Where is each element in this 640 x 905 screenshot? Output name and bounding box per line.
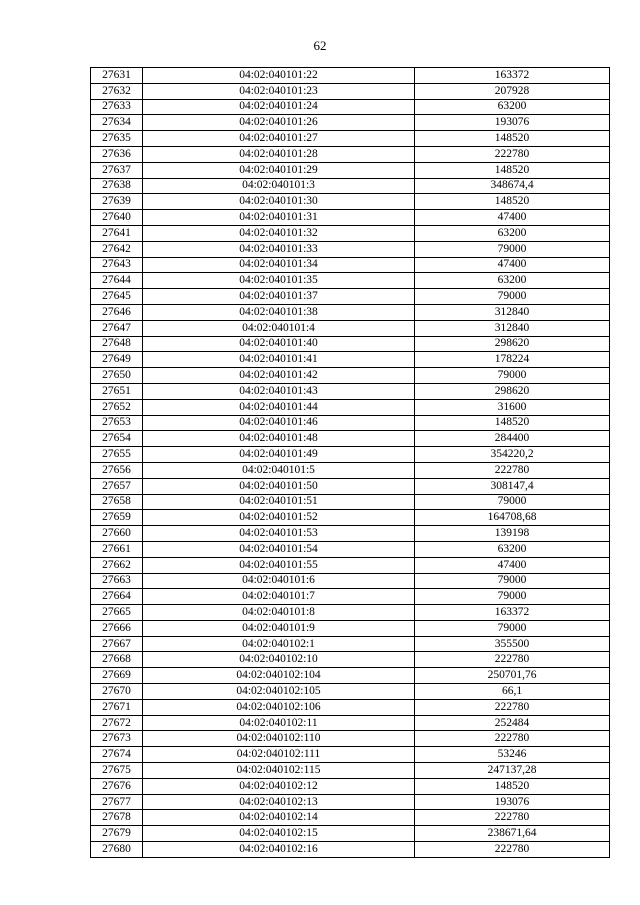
cadastral-number-cell: 04:02:040101:26 [143,115,415,131]
cadastral-value-cell: 163372 [415,68,610,84]
cadastral-number-cell: 04:02:040102:11 [143,715,415,731]
cadastral-value-cell: 79000 [415,620,610,636]
cadastral-value-cell: 79000 [415,241,610,257]
row-number-cell: 27648 [91,336,143,352]
row-number-cell: 27655 [91,447,143,463]
row-number-cell: 27632 [91,83,143,99]
cadastral-value-cell: 148520 [415,162,610,178]
row-number-cell: 27633 [91,99,143,115]
cadastral-value-cell: 47400 [415,257,610,273]
cadastral-number-cell: 04:02:040101:41 [143,352,415,368]
row-number-cell: 27646 [91,304,143,320]
row-number-cell: 27676 [91,778,143,794]
cadastral-number-cell: 04:02:040101:24 [143,99,415,115]
cadastral-value-cell: 222780 [415,842,610,858]
row-number-cell: 27668 [91,652,143,668]
cadastral-value-cell: 139198 [415,526,610,542]
cadastral-number-cell: 04:02:040101:51 [143,494,415,510]
cadastral-table-body [91,68,610,858]
cadastral-value-cell: 222780 [415,462,610,478]
table-row [91,684,610,700]
cadastral-number-cell: 04:02:040102:104 [143,668,415,684]
cadastral-number-cell: 04:02:040101:40 [143,336,415,352]
cadastral-value-cell: 148520 [415,778,610,794]
row-number-cell: 27644 [91,273,143,289]
table-row [91,194,610,210]
table-row [91,383,610,399]
cadastral-value-cell: 47400 [415,557,610,573]
cadastral-number-cell: 04:02:040101:32 [143,225,415,241]
cadastral-value-cell: 193076 [415,115,610,131]
table-row [91,636,610,652]
cadastral-value-cell: 47400 [415,210,610,226]
table-row [91,273,610,289]
cadastral-number-cell: 04:02:040102:10 [143,652,415,668]
row-number-cell: 27631 [91,68,143,84]
cadastral-number-cell: 04:02:040101:23 [143,83,415,99]
cadastral-value-cell: 63200 [415,225,610,241]
row-number-cell: 27649 [91,352,143,368]
cadastral-number-cell: 04:02:040101:50 [143,478,415,494]
table-row [91,747,610,763]
row-number-cell: 27662 [91,557,143,573]
cadastral-number-cell: 04:02:040101:33 [143,241,415,257]
cadastral-value-cell: 178224 [415,352,610,368]
row-number-cell: 27672 [91,715,143,731]
row-number-cell: 27674 [91,747,143,763]
table-row [91,589,610,605]
row-number-cell: 27670 [91,684,143,700]
cadastral-number-cell: 04:02:040101:48 [143,431,415,447]
row-number-cell: 27636 [91,146,143,162]
cadastral-number-cell: 04:02:040101:4 [143,320,415,336]
table-row [91,778,610,794]
cadastral-value-cell: 79000 [415,494,610,510]
cadastral-value-cell: 222780 [415,699,610,715]
cadastral-number-cell: 04:02:040101:7 [143,589,415,605]
cadastral-number-cell: 04:02:040102:111 [143,747,415,763]
table-row [91,83,610,99]
cadastral-number-cell: 04:02:040101:44 [143,399,415,415]
row-number-cell: 27657 [91,478,143,494]
row-number-cell: 27673 [91,731,143,747]
row-number-cell: 27661 [91,541,143,557]
cadastral-value-cell: 354220,2 [415,447,610,463]
cadastral-number-cell: 04:02:040101:38 [143,304,415,320]
cadastral-value-cell: 207928 [415,83,610,99]
table-row [91,289,610,305]
cadastral-value-cell: 252484 [415,715,610,731]
row-number-cell: 27660 [91,526,143,542]
table-row [91,668,610,684]
cadastral-value-cell: 222780 [415,146,610,162]
table-row [91,605,610,621]
table-row [91,794,610,810]
table-row [91,210,610,226]
cadastral-value-cell: 298620 [415,383,610,399]
cadastral-value-cell: 238671,64 [415,826,610,842]
cadastral-number-cell: 04:02:040101:28 [143,146,415,162]
cadastral-value-cell: 148520 [415,194,610,210]
table-row [91,178,610,194]
row-number-cell: 27680 [91,842,143,858]
cadastral-number-cell: 04:02:040102:1 [143,636,415,652]
row-number-cell: 27667 [91,636,143,652]
row-number-cell: 27666 [91,620,143,636]
cadastral-number-cell: 04:02:040102:115 [143,763,415,779]
cadastral-value-cell: 63200 [415,273,610,289]
table-row [91,557,610,573]
table-row [91,162,610,178]
table-row [91,415,610,431]
table-row [91,115,610,131]
cadastral-number-cell: 04:02:040102:14 [143,810,415,826]
table-row [91,652,610,668]
cadastral-number-cell: 04:02:040101:22 [143,68,415,84]
cadastral-value-cell: 79000 [415,589,610,605]
cadastral-number-cell: 04:02:040101:5 [143,462,415,478]
table-row [91,68,610,84]
row-number-cell: 27654 [91,431,143,447]
cadastral-value-cell: 298620 [415,336,610,352]
row-number-cell: 27639 [91,194,143,210]
cadastral-number-cell: 04:02:040101:6 [143,573,415,589]
table-row [91,541,610,557]
table-row [91,842,610,858]
cadastral-number-cell: 04:02:040101:31 [143,210,415,226]
table-row [91,526,610,542]
page-number: 62 [313,38,327,53]
table-row [91,715,610,731]
cadastral-number-cell: 04:02:040102:16 [143,842,415,858]
cadastral-number-cell: 04:02:040101:27 [143,131,415,147]
table-row [91,462,610,478]
table-row [91,447,610,463]
table-row [91,763,610,779]
cadastral-number-cell: 04:02:040101:8 [143,605,415,621]
cadastral-value-cell: 312840 [415,304,610,320]
table-row [91,352,610,368]
cadastral-value-cell: 222780 [415,810,610,826]
cadastral-number-cell: 04:02:040101:42 [143,368,415,384]
row-number-cell: 27659 [91,510,143,526]
row-number-cell: 27641 [91,225,143,241]
row-number-cell: 27656 [91,462,143,478]
cadastral-number-cell: 04:02:040101:35 [143,273,415,289]
table-row [91,699,610,715]
row-number-cell: 27637 [91,162,143,178]
row-number-cell: 27671 [91,699,143,715]
cadastral-value-cell: 355500 [415,636,610,652]
row-number-cell: 27640 [91,210,143,226]
table-row [91,99,610,115]
row-number-cell: 27669 [91,668,143,684]
table-row [91,225,610,241]
cadastral-value-cell: 79000 [415,368,610,384]
table-row [91,620,610,636]
row-number-cell: 27664 [91,589,143,605]
cadastral-value-cell: 193076 [415,794,610,810]
table-row [91,131,610,147]
row-number-cell: 27645 [91,289,143,305]
cadastral-number-cell: 04:02:040102:13 [143,794,415,810]
cadastral-value-cell: 148520 [415,131,610,147]
cadastral-value-cell: 66,1 [415,684,610,700]
table-row [91,478,610,494]
cadastral-number-cell: 04:02:040101:34 [143,257,415,273]
cadastral-number-cell: 04:02:040101:3 [143,178,415,194]
table-row [91,826,610,842]
row-number-cell: 27635 [91,131,143,147]
cadastral-value-cell: 163372 [415,605,610,621]
table-row [91,241,610,257]
cadastral-value-cell: 148520 [415,415,610,431]
cadastral-number-cell: 04:02:040102:12 [143,778,415,794]
row-number-cell: 27665 [91,605,143,621]
cadastral-number-cell: 04:02:040101:49 [143,447,415,463]
table-row [91,399,610,415]
cadastral-number-cell: 04:02:040101:29 [143,162,415,178]
cadastral-number-cell: 04:02:040102:15 [143,826,415,842]
row-number-cell: 27679 [91,826,143,842]
cadastral-value-cell: 164708,68 [415,510,610,526]
row-number-cell: 27652 [91,399,143,415]
cadastral-value-cell: 222780 [415,652,610,668]
cadastral-value-cell: 31600 [415,399,610,415]
cadastral-number-cell: 04:02:040101:30 [143,194,415,210]
cadastral-number-cell: 04:02:040101:53 [143,526,415,542]
table-row [91,494,610,510]
row-number-cell: 27647 [91,320,143,336]
cadastral-value-cell: 63200 [415,541,610,557]
cadastral-value-cell: 79000 [415,289,610,305]
table-row [91,431,610,447]
table-row [91,810,610,826]
table-row [91,257,610,273]
cadastral-value-cell: 250701,76 [415,668,610,684]
cadastral-number-cell: 04:02:040101:46 [143,415,415,431]
cadastral-value-cell: 284400 [415,431,610,447]
table-row [91,336,610,352]
row-number-cell: 27643 [91,257,143,273]
cadastral-value-cell: 247137,28 [415,763,610,779]
cadastral-number-cell: 04:02:040102:105 [143,684,415,700]
table-row [91,368,610,384]
row-number-cell: 27658 [91,494,143,510]
cadastral-value-cell: 63200 [415,99,610,115]
row-number-cell: 27675 [91,763,143,779]
cadastral-number-cell: 04:02:040101:9 [143,620,415,636]
cadastral-value-cell: 348674,4 [415,178,610,194]
row-number-cell: 27653 [91,415,143,431]
row-number-cell: 27638 [91,178,143,194]
row-number-cell: 27678 [91,810,143,826]
cadastral-number-cell: 04:02:040101:37 [143,289,415,305]
table-row [91,146,610,162]
cadastral-table [90,67,610,858]
cadastral-value-cell: 53246 [415,747,610,763]
row-number-cell: 27634 [91,115,143,131]
cadastral-value-cell: 79000 [415,573,610,589]
row-number-cell: 27651 [91,383,143,399]
cadastral-number-cell: 04:02:040102:110 [143,731,415,747]
cadastral-value-cell: 222780 [415,731,610,747]
row-number-cell: 27663 [91,573,143,589]
table-row [91,573,610,589]
row-number-cell: 27642 [91,241,143,257]
table-row [91,731,610,747]
cadastral-number-cell: 04:02:040101:54 [143,541,415,557]
cadastral-number-cell: 04:02:040101:52 [143,510,415,526]
table-row [91,510,610,526]
cadastral-number-cell: 04:02:040101:43 [143,383,415,399]
row-number-cell: 27677 [91,794,143,810]
row-number-cell: 27650 [91,368,143,384]
table-row [91,304,610,320]
cadastral-number-cell: 04:02:040101:55 [143,557,415,573]
table-row [91,320,610,336]
cadastral-number-cell: 04:02:040102:106 [143,699,415,715]
cadastral-value-cell: 312840 [415,320,610,336]
cadastral-value-cell: 308147,4 [415,478,610,494]
